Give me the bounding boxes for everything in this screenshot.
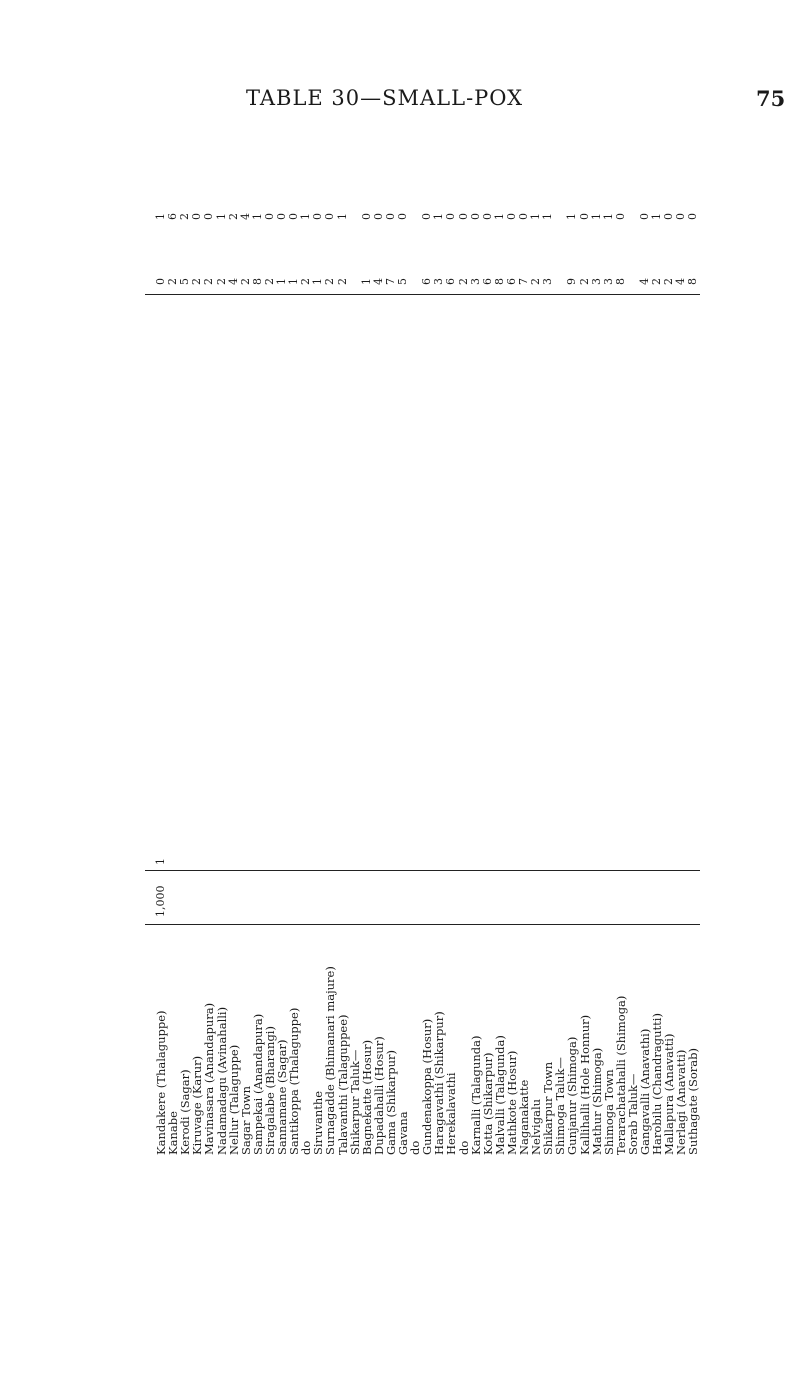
table-cell: 1 xyxy=(650,213,664,220)
table-cell: 1 xyxy=(335,213,349,220)
table-row xyxy=(264,133,276,1155)
table-cell: 0 xyxy=(202,213,216,220)
table-row xyxy=(579,133,591,1155)
table-row xyxy=(506,133,518,1155)
table-cell: 2 xyxy=(299,278,313,285)
table-row xyxy=(458,133,470,1155)
table-cell: 2 xyxy=(238,278,252,285)
row-name: Kiruvage (Karur) xyxy=(190,1055,205,1155)
table-cell: 1 xyxy=(492,213,506,220)
page-number: 75 xyxy=(756,86,786,111)
table-cell: 0 xyxy=(662,213,676,220)
table-row xyxy=(603,133,615,1155)
table-cell: 6 xyxy=(420,278,434,285)
table-cell: 4 xyxy=(226,278,240,285)
table-cell: 1 xyxy=(250,213,264,220)
table-cell: 3 xyxy=(589,278,603,285)
table-cell: 0 xyxy=(444,213,458,220)
row-name: Mavinasara (Anandapura) xyxy=(202,1002,217,1155)
row-name: Kanabe xyxy=(166,1111,181,1155)
table-row xyxy=(216,133,228,1155)
row-name: Kerodi (Sagar) xyxy=(178,1069,193,1155)
table-row xyxy=(276,133,288,1155)
table-row xyxy=(385,133,397,1155)
table-cell: 5 xyxy=(396,278,409,285)
table-cell: 4 xyxy=(371,278,385,285)
table-cell: 0 xyxy=(638,213,651,220)
table-cell: 2 xyxy=(262,278,276,285)
table-row xyxy=(651,133,663,1155)
row-name: do xyxy=(456,1140,471,1155)
table-row xyxy=(240,133,252,1155)
table-row xyxy=(167,133,179,1155)
table-cell: 3 xyxy=(601,278,615,285)
row-name: Surnagadde (Bhimanari majure) xyxy=(323,966,338,1155)
table-cell: 3 xyxy=(432,278,446,285)
table-row xyxy=(542,133,554,1155)
table-row xyxy=(470,133,482,1155)
table-cell: 2 xyxy=(214,278,228,285)
table-cell: 0 xyxy=(674,213,688,220)
table-row xyxy=(627,133,639,1155)
table-row xyxy=(324,133,336,1155)
table-row xyxy=(554,133,566,1155)
table-cell: 6 xyxy=(166,213,180,220)
row-name: Siruvanthe xyxy=(311,1090,326,1155)
row-name: Shikarpur Town xyxy=(541,1061,556,1155)
table-cell: 0 xyxy=(456,213,470,220)
table-cell: 8 xyxy=(250,278,264,285)
table-row xyxy=(687,133,699,1155)
row-name: Sannamane (Sagar) xyxy=(275,1039,289,1155)
table-row xyxy=(445,133,457,1155)
table-cell: 0 xyxy=(468,213,482,220)
row-name: Bagnekatte (Hosur) xyxy=(359,1039,374,1155)
table-cell: 8 xyxy=(686,278,700,285)
row-name: Kandakere (Thalaguppe) xyxy=(154,1010,168,1155)
table-cell: 1 xyxy=(299,213,313,220)
table-cell: 5 xyxy=(178,278,192,285)
table-cell: 2 xyxy=(650,278,664,285)
table-cell: 2 xyxy=(166,278,180,285)
table-row xyxy=(409,133,421,1155)
table-cell: 2 xyxy=(456,278,470,285)
row-name: Gama (Shikarpur) xyxy=(383,1050,398,1155)
table-cell: 1 xyxy=(287,278,301,285)
row-name: Shikarpur Taluk— xyxy=(347,1049,362,1155)
table-row xyxy=(179,133,191,1155)
table-row xyxy=(252,133,264,1155)
table-cell: 9 xyxy=(565,278,579,285)
table-cell: 1,000 xyxy=(154,885,167,917)
table-row xyxy=(300,133,312,1155)
table-row xyxy=(361,133,373,1155)
table-cell: 4 xyxy=(638,278,651,285)
table-cell: 6 xyxy=(444,278,458,285)
table-cell: 1 xyxy=(589,213,603,220)
row-name: Nadamadagu (Avinahalli) xyxy=(214,1006,229,1155)
row-name: Sagar Town xyxy=(238,1085,253,1155)
row-name: Naganakatte xyxy=(517,1079,531,1155)
table-row xyxy=(518,133,530,1155)
table-cell: 0 xyxy=(504,213,518,220)
row-name: Karnalli (Talagunda) xyxy=(468,1035,483,1155)
table-cell: 0 xyxy=(359,213,373,220)
table-cell: 0 xyxy=(154,278,167,285)
row-name: Haragavathi (Shikarpur) xyxy=(432,1011,447,1155)
table-cell: 8 xyxy=(492,278,506,285)
table-cell: 1 xyxy=(154,213,167,220)
table-row xyxy=(494,133,506,1155)
table-cell: 2 xyxy=(190,278,204,285)
table-row xyxy=(397,133,409,1155)
table-cell: 0 xyxy=(190,213,204,220)
row-name: Kallihalli (Hole Honnur) xyxy=(577,1014,592,1155)
table-cell: 1 xyxy=(541,213,555,220)
table-row xyxy=(675,133,687,1155)
row-name: Gundenakoppa (Hosur) xyxy=(420,1018,435,1155)
table-cell: 4 xyxy=(238,213,252,220)
table-cell: 0 xyxy=(480,213,494,220)
table-row xyxy=(373,133,385,1155)
table-cell: 1 xyxy=(529,213,543,220)
table-row xyxy=(421,133,433,1155)
row-name: do xyxy=(299,1140,314,1155)
table-cell: 7 xyxy=(383,278,397,285)
table-row xyxy=(639,133,651,1155)
table-cell: 1 xyxy=(432,213,446,220)
row-name: Mathkote (Hosur) xyxy=(504,1050,519,1155)
row-name: Shimoga Taluk— xyxy=(553,1057,568,1155)
row-name: Gangavalli (Anavathi) xyxy=(638,1028,652,1155)
table-row xyxy=(191,133,203,1155)
table-cell: 0 xyxy=(371,213,385,220)
table-cell: 1 xyxy=(154,858,167,865)
table-row xyxy=(155,133,167,1155)
row-name: Gunjanur (Shimoga) xyxy=(565,1036,580,1155)
table-cell: 0 xyxy=(383,213,397,220)
table-cell: 2 xyxy=(323,278,337,285)
row-name: do xyxy=(408,1140,423,1155)
table-cell: 1 xyxy=(359,278,373,285)
table-row xyxy=(288,133,300,1155)
table-cell: 0 xyxy=(686,213,700,220)
row-name: Mathur (Shimoga) xyxy=(589,1047,604,1155)
table-cell: 0 xyxy=(311,213,325,220)
row-name: Terarachatahalli (Shimoga) xyxy=(613,995,628,1155)
table-cell: 0 xyxy=(287,213,301,220)
table-row xyxy=(228,133,240,1155)
table-cell: 6 xyxy=(480,278,494,285)
row-name: Herekalavathi xyxy=(444,1072,459,1155)
row-name: Sampekai (Anandapura) xyxy=(250,1013,265,1155)
table-row xyxy=(203,133,215,1155)
table-cell: 2 xyxy=(662,278,676,285)
table-cell: 1 xyxy=(565,213,579,220)
table-cell: 0 xyxy=(323,213,337,220)
table-cell: 0 xyxy=(577,213,591,220)
table-cell: 2 xyxy=(529,278,543,285)
table-cell: 0 xyxy=(420,213,434,220)
row-name: Suthagate (Sorab) xyxy=(686,1048,701,1155)
table-cell: 0 xyxy=(262,213,276,220)
table-cell: 1 xyxy=(275,278,288,285)
page-title: TABLE 30—SMALL-POX xyxy=(246,86,524,110)
table-row xyxy=(349,133,361,1155)
table-cell: 2 xyxy=(178,213,192,220)
row-name: Talavanthi (Talaguppee) xyxy=(335,1014,350,1155)
table-row xyxy=(337,133,349,1155)
table-cell: 2 xyxy=(335,278,349,285)
table-cell: 8 xyxy=(613,278,627,285)
table-cell: 3 xyxy=(541,278,555,285)
table-cell: 4 xyxy=(674,278,688,285)
table-cell: 2 xyxy=(577,278,591,285)
table-cell: 1 xyxy=(214,213,228,220)
table-cell: 0 xyxy=(613,213,627,220)
table-row xyxy=(615,133,627,1155)
row-name: Santikoppa (Thalaguppe) xyxy=(287,1007,302,1155)
table-cell: 0 xyxy=(517,213,530,220)
table-row xyxy=(482,133,494,1155)
page-header xyxy=(0,86,800,126)
table-row xyxy=(530,133,542,1155)
table-cell: 2 xyxy=(226,213,240,220)
table-cell: 1 xyxy=(311,278,325,285)
row-name: Nerlagi (Anavatti) xyxy=(674,1049,689,1155)
row-name: Nelvigalu xyxy=(529,1098,544,1155)
row-name: Gavana xyxy=(396,1111,410,1155)
row-name: Siragalabe (Bharangi) xyxy=(262,1026,277,1155)
table-row xyxy=(591,133,603,1155)
table-cell: 2 xyxy=(202,278,216,285)
row-name: Nellur (Talaguppe) xyxy=(226,1044,241,1155)
row-name: Mallapura (Anavatti) xyxy=(662,1033,677,1155)
table-cell: 7 xyxy=(517,278,530,285)
smallpox-table xyxy=(145,133,700,1155)
table-cell: 3 xyxy=(468,278,482,285)
row-name: Malvalli (Talagunda) xyxy=(492,1035,507,1155)
row-name: Sorab Taluk— xyxy=(625,1073,640,1155)
table-cell: 6 xyxy=(504,278,518,285)
table-row xyxy=(433,133,445,1155)
table-row xyxy=(566,133,578,1155)
table-cell: 0 xyxy=(275,213,288,220)
row-name: Dupadahalli (Hosur) xyxy=(371,1036,386,1155)
row-name: Harobilu (Chandragutti) xyxy=(650,1013,665,1155)
table-cell: 1 xyxy=(601,213,615,220)
table-row xyxy=(663,133,675,1155)
row-name: Shimoga Town xyxy=(601,1069,616,1155)
table-cell: 0 xyxy=(396,213,409,220)
row-name: Kotta (Shikarpur) xyxy=(480,1052,495,1155)
